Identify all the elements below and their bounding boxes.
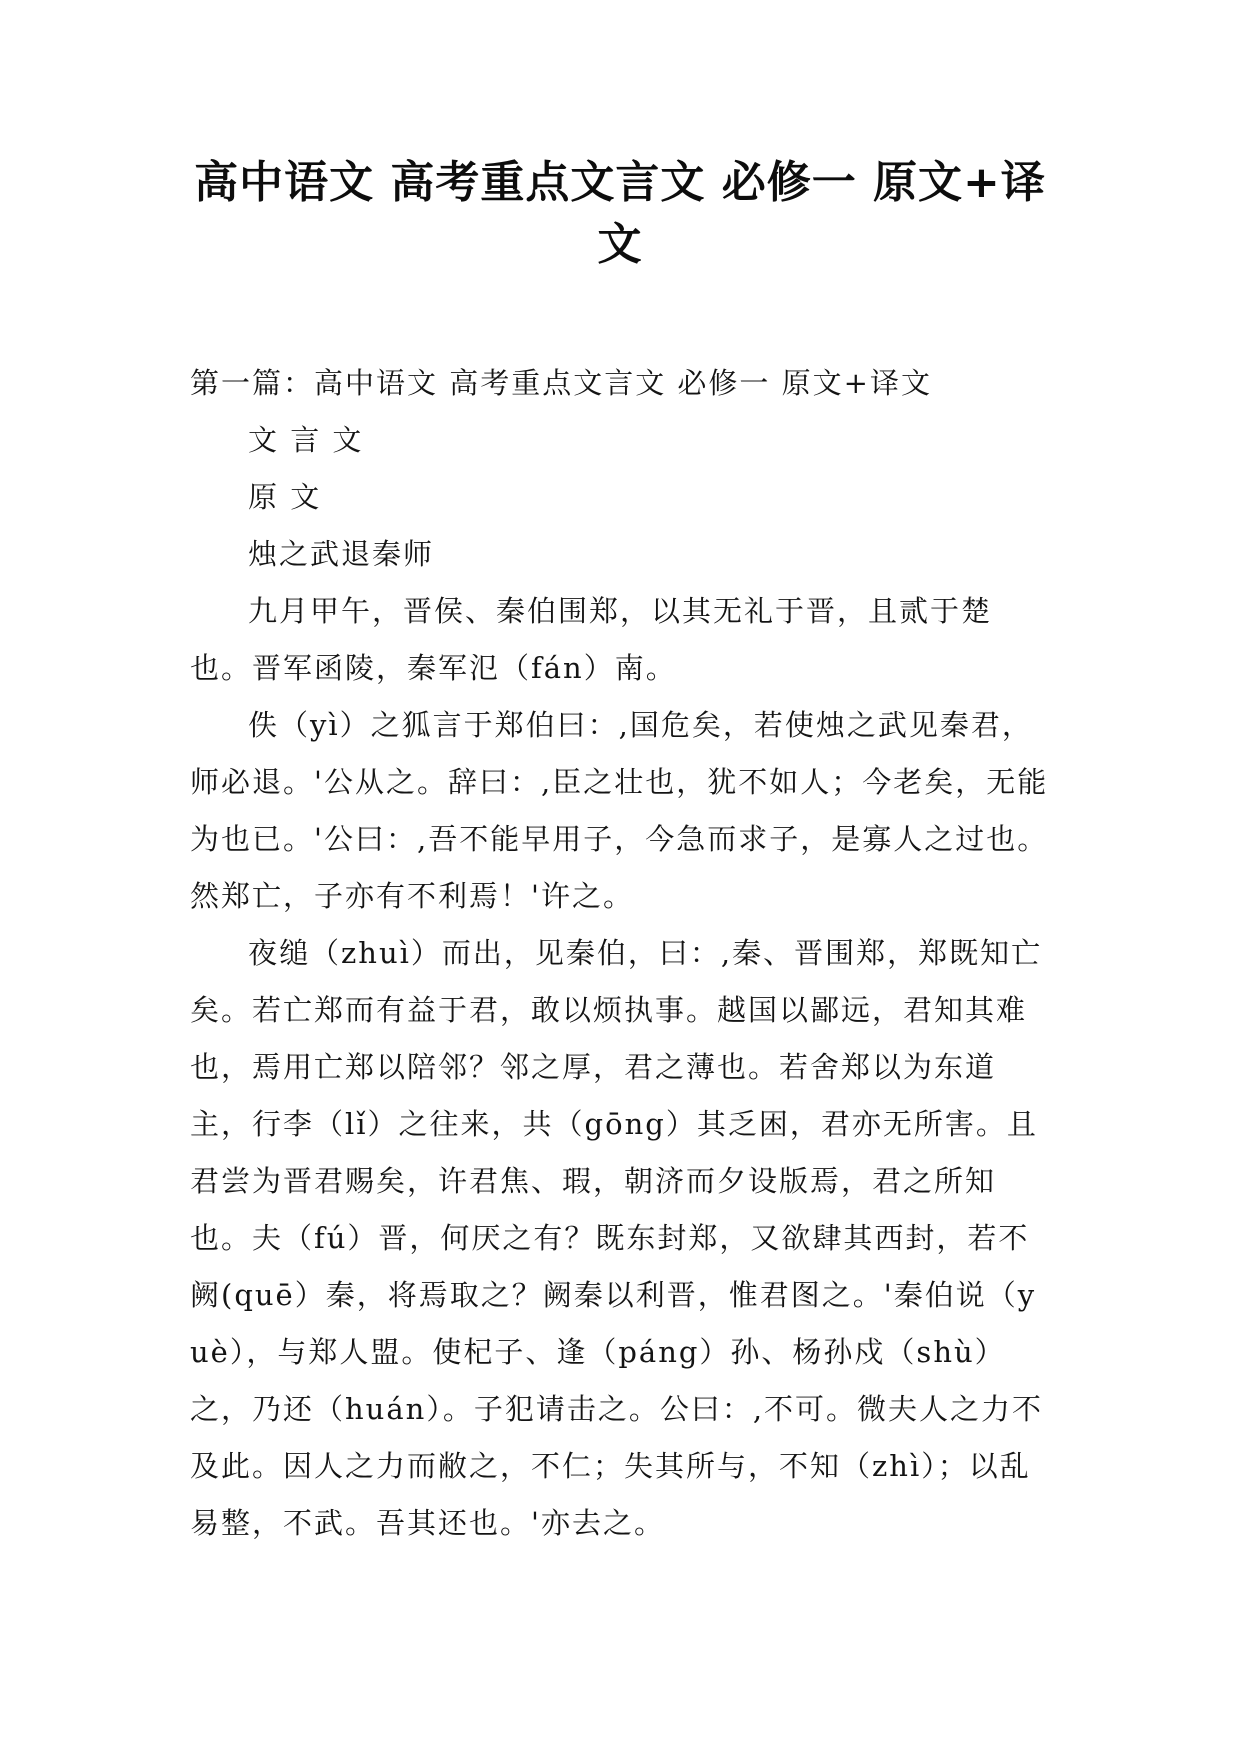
document-title: 高中语文 高考重点文言文 必修一 原文+译文 <box>194 157 1046 270</box>
body-paragraph: 九月甲午，晋侯、秦伯围郑，以其无礼于晋，且贰于楚也。晋军函陵，秦军氾（fán）南。 <box>190 594 993 685</box>
article-heading: 第一篇：高中语文 高考重点文言文 必修一 原文+译文 <box>190 366 932 400</box>
section-label: 文 言 文 <box>248 423 364 457</box>
body-paragraph: 夜缒（zhuì）而出，见秦伯，曰：,秦、晋围郑，郑既知亡矣。若亡郑而有益于君，敢以烦执事。越国以鄙远，君知其难也，焉用亡郑以陪邻？邻之厚，君之薄也。若舍郑以为东道主，行李（lǐ）之往来，共（gōng）其乏困，君亦无所害。且君尝为晋君赐矣，许君焦、瑕，朝济而夕设版焉，君之所知也。夫（fú）晋，何厌之有？既东封郑，又欲肆其西封，若不阙(quē）秦，将焉取之？阙秦以利晋，惟君图之。'秦伯说（yuè），与郑人盟。使杞子、逢（páng）孙、杨孙戍（shù）之，乃还（huán）。子犯请击之。公曰：,不可。微夫人之力不及此。因人之力而敝之，不仁；失其所与，不知（zhì）；以乱易整，不武。吾其还也。'亦去之。 <box>190 936 1044 1540</box>
subsection-label: 原 文 <box>248 480 322 514</box>
piece-title: 烛之武退秦师 <box>248 537 435 571</box>
body-paragraph: 佚（yì）之狐言于郑伯曰：,国危矣，若使烛之武见秦君，师必退。'公从之。辞曰：,臣之壮也，犹不如人；今老矣，无能为也已。'公曰：,吾不能早用子，今急而求子，是寡人之过也。然郑亡，子亦有不利焉！'许之。 <box>190 708 1049 913</box>
document-body <box>190 355 1050 1552</box>
